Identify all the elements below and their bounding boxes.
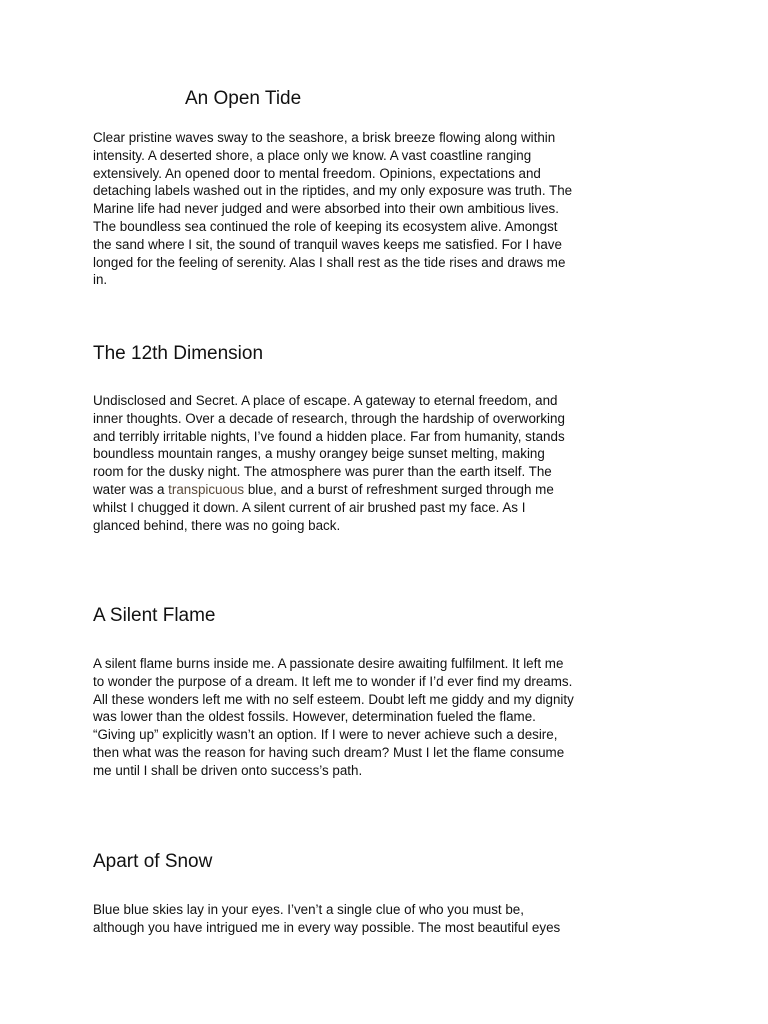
text-line: to wonder the purpose of a dream. It left me to wonder if I’d ever find my dreams.	[93, 673, 573, 689]
text-line: in.	[93, 272, 108, 288]
text-line: longed for the feeling of serenity. Alas I shall rest as the tide rises and draws me	[93, 254, 566, 270]
text-line: Marine life had never judged and were absorbed into their own ambitious lives.	[93, 201, 559, 217]
text-line: extensively. An opened door to mental freedom. Opinions, expectations and	[93, 165, 541, 181]
section-title-the-12th-dimension: The 12th Dimension	[93, 343, 264, 364]
text-line: was lower than the oldest fossils. However, determination fueled the flame.	[93, 709, 536, 725]
text-line: the sand where I sit, the sound of tranquil waves keeps me satisfied. For I have	[93, 236, 562, 252]
section-body-an-open-tide	[93, 129, 572, 289]
text-line: then what was the reason for having such dream? Must I let the flame consume	[93, 744, 565, 760]
section-body-a-silent-flame	[93, 655, 574, 780]
text-fragment: water was a	[93, 481, 169, 497]
text-line: although you have intrigued me in every way possible. The most beautiful eyes	[93, 919, 561, 935]
text-line: The boundless sea continued the role of keeping its ecosystem alive. Amongst	[93, 218, 558, 234]
text-line: me until I shall be driven onto success’s path.	[93, 762, 363, 778]
text-line-with-highlight	[93, 481, 565, 499]
section-title-a-silent-flame: A Silent Flame	[93, 605, 216, 626]
section-title-apart-of-snow: Apart of Snow	[93, 851, 213, 872]
text-line: intensity. A deserted shore, a place only we know. A vast coastline ranging	[93, 147, 532, 163]
text-line: “Giving up” explicitly wasn’t an option. If I were to never achieve such a desire,	[93, 727, 558, 743]
highlighted-word: transpicuous	[168, 481, 245, 497]
section-title-an-open-tide: An Open Tide	[185, 88, 302, 109]
text-line: Undisclosed and Secret. A place of escape. A gateway to eternal freedom, and	[93, 393, 558, 408]
text-line: A silent flame burns inside me. A passionate desire awaiting fulfilment. It left me	[93, 656, 564, 671]
section-body-the-12th-dimension	[93, 392, 565, 534]
text-line: whilst I chugged it down. A silent current of air brushed past my face. As I	[93, 499, 526, 515]
text-line: Clear pristine waves sway to the seashore, a brisk breeze flowing along within	[93, 130, 556, 145]
text-line: detaching labels washed out in the riptides, and my only exposure was truth. The	[93, 183, 573, 199]
text-line: Blue blue skies lay in your eyes. I’ven’t a single clue of who you must be,	[93, 902, 524, 917]
section-body-apart-of-snow	[93, 901, 560, 937]
text-line: glanced behind, there was no going back.	[93, 517, 341, 533]
text-line: All these wonders left me with no self esteem. Doubt left me giddy and my dignity	[93, 691, 574, 707]
text-fragment: blue, and a burst of refreshment surged through me	[244, 481, 554, 497]
text-line: boundless mountain ranges, a mushy orangey beige sunset melting, making	[93, 446, 545, 462]
text-line: inner thoughts. Over a decade of research, through the hardship of overworking	[93, 410, 565, 426]
text-line: and terribly irritable nights, I’ve found a hidden place. Far from humanity, stands	[93, 428, 565, 444]
text-line: room for the dusky night. The atmosphere was purer than the earth itself. The	[93, 464, 552, 480]
